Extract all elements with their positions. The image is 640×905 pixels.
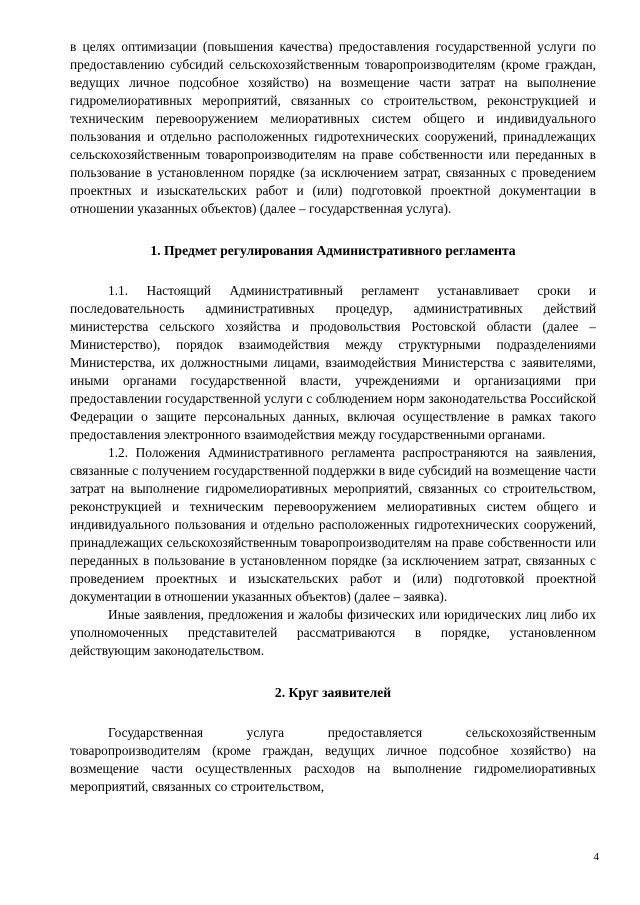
document-page (70, 38, 596, 796)
paragraph-1-1: 1.1. Настоящий Административный регламент устанавливает сроки и последовательность административных процедур, административных действий министерства сельского хозяйства и продовольствия Ростовской области (далее – Министерство), порядок взаимодействия между структурными подразделениями Министерства, их должностными лицами, взаимодействия Министерства с заявителями, иными органами государственной власти, учреждениями и организациями при предоставлении государственной услуги с соблюдением норм законодательства Российской Федерации о защите персональных данных, включая осуществление в рамках такого предоставления электронного взаимодействия между государственными органами. (70, 283, 596, 442)
spacer (70, 260, 596, 282)
paragraph-1-2: 1.2. Положения Административного регламента распространяются на заявления, связанные с получением государственной поддержки в виде субсидий на возмещение части затрат на выполнение гидромелиоративных мероприятий, связанных со строительством, реконструкцией и техническим перевооружением мелиоративных систем общего и индивидуального пользования и отдельно расположенных гидротехнических сооружений, принадлежащих сельскохозяйственным товаропроизводителям на праве собственности или переданных в пользование в установленном порядке (за исключением затрат, связанных с проведением проектных и изыскательских работ и (или) подготовкой проектной документации в отношении указанных объектов) (далее – заявка). (70, 445, 596, 604)
spacer (70, 218, 596, 242)
spacer (70, 702, 596, 724)
section-1-heading: 1. Предмет регулирования Административного регламента (150, 243, 516, 258)
page-number: 4 (593, 851, 599, 863)
paragraph-2-1: Государственная услуга предоставляется сельскохозяйственным товаропроизводителям (кроме граждан, ведущих личное подсобное хозяйство) на возмещение части осуществленных расходов на выполнение гидромелиоративных мероприятий, связанных со строительством, (70, 725, 596, 794)
paragraph-other-applications: Иные заявления, предложения и жалобы физических или юридических лиц либо их уполномоченных представителей рассматриваются в порядке, установленном действующим законодательством. (70, 607, 596, 658)
intro-paragraph: в целях оптимизации (повышения качества) предоставления государственной услуги по предоставлению субсидий сельскохозяйственным товаропроизводителям (кроме граждан, ведущих личное подсобное хозяйство) на возмещение части затрат на выполнение гидромелиоративных мероприятий, связанных со строительством, реконструкцией и техническим перевооружением мелиоративных систем общего и индивидуального пользования и отдельно расположенных гидротехнических сооружений, принадлежащих сельскохозяйственным товаропроизводителям на праве собственности или переданных в пользование в установленном порядке (за исключением затрат, связанных с проведением проектных и изыскательских работ и (или) подготовкой проектной документации в отношении указанных объектов) (далее – государственная услуга). (70, 39, 596, 216)
spacer (70, 660, 596, 684)
section-2-heading: 2. Круг заявителей (274, 685, 392, 700)
